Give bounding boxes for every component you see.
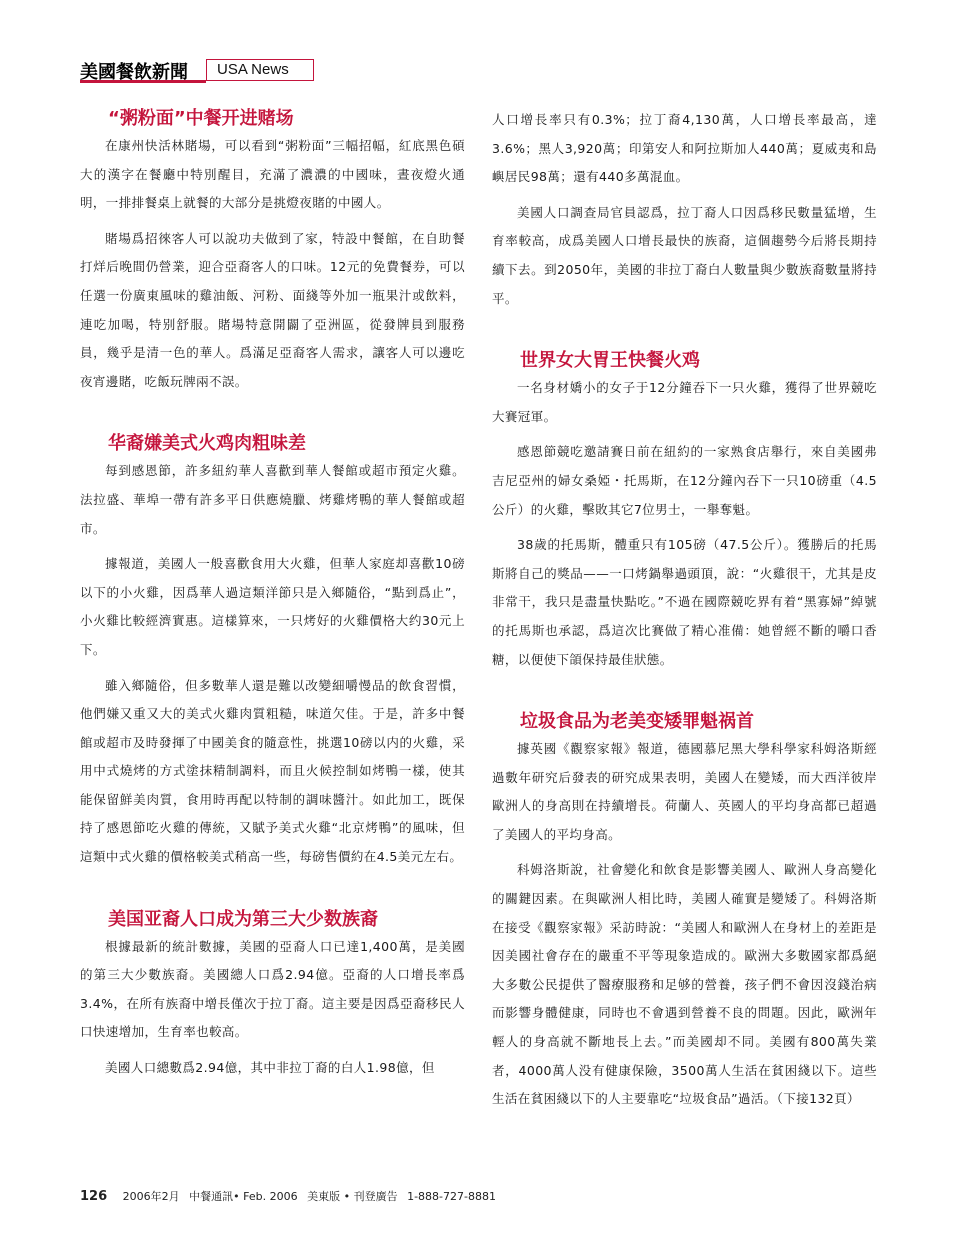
right-column — [492, 106, 877, 1114]
article-paragraph: 在康州快活林賭場，可以看到“粥粉面”三幅招幅，紅底黑色碩大的漢字在餐廳中特別醒目，充滿了濃濃的中國味，晝夜燈火通明，一排排餐桌上就餐的大部分是挑燈夜賭的中國人。 — [80, 138, 465, 211]
article-headline: 华裔嫌美式火鸡肉粗味差 — [108, 433, 306, 455]
article-paragraph: 美國人口總數爲2.94億，其中非拉丁裔的白人1.98億，但 — [105, 1060, 435, 1076]
article — [80, 907, 465, 1083]
footer-phone: 1-888-727-8881 — [407, 1190, 496, 1203]
article-paragraph: 每到感恩節，許多紐約華人喜歡到華人餐館或超市預定火雞。法拉盛、華埠一帶有許多平日供應燒臘、烤雞烤鴨的華人餐館或超市。 — [80, 463, 465, 536]
article-paragraph: 雖入鄉隨俗，但多數華人還是難以改變細嚼慢品的飲食習慣，他們嫌又重又大的美式火雞肉質粗糙，味道欠佳。于是，許多中餐館或超市及時發揮了中國美食的隨意性，挑選10磅以内的火雞，采用中式燒烤的方式塗抹精制調料，而且火候控制如烤鴨一樣，使其能保留鮮美肉質，食用時再配以特制的調味醬汁。如此加工，既保持了感恩節吃火雞的傳統，又賦予美式火雞“北京烤鴨”的風味，但這類中式火雞的價格較美式稍高一些，每磅售價約在4.5美元左右。 — [80, 677, 465, 865]
article-paragraph: 38歲的托馬斯，體重只有105磅（47.5公斤）。獲勝后的托馬斯將自己的獎品——一口烤鍋舉過頭頂，說：“火雞很干，尤其是皮非常干，我只是盡量快點吃。”不過在國際競吃界有着“黑寡婦”綽號的托馬斯也承認，爲這次比賽做了精心准備：她曾經不斷的嚼口香糖，以便使下頜保持最佳狀態。 — [492, 537, 877, 667]
article — [80, 431, 465, 871]
article-paragraph: 賭場爲招徠客人可以說功夫做到了家，特設中餐館，在自助餐打烊后晚間仍營業，迎合亞裔客人的口味。12元的免費餐券，可以任選一份廣東風味的雞油飯、河粉、面綫等外加一瓶果汁或飲料，連吃加喝，特别舒服。賭場特意開闢了亞洲區，從發牌員到服務員，幾乎是清一色的華人。爲滿足亞裔客人需求，讓客人可以邊吃夜宵邊賭，吃飯玩牌兩不誤。 — [80, 230, 465, 389]
article-paragraph: 感恩節競吃邀請賽日前在紐約的一家熟食店舉行，來自美國弗吉尼亞州的婦女桑婭・托馬斯，在12分鐘內吞下一只10磅重（4.5公斤）的火雞，擊敗其它7位男士，一舉奪魁。 — [492, 444, 877, 517]
article-continuation — [492, 106, 877, 313]
article-headline: 垃圾食品为老美变矮罪魁祸首 — [520, 711, 754, 733]
article — [80, 106, 465, 396]
article-headline: 美国亚裔人口成为第三大少数族裔 — [108, 908, 378, 930]
article-paragraph: 根據最新的統計數據，美國的亞裔人口已達1,400萬，是美國的第三大少數族裔。美國總人口爲2.94億。亞裔的人口增長率爲3.4%，在所有族裔中增長僅次于拉丁裔。這主要是因爲亞裔移民人口快速增加，生育率也較高。 — [80, 938, 465, 1040]
article-paragraph: 據英國《觀察家報》報道，德國慕尼黑大學科學家科姆洛斯經過數年研究后發表的研究成果表明，美國人在變矮，而大西洋彼岸歐洲人的身高則在持續增長。荷蘭人、英國人的平均身高都已超過了美國人的平均身高。 — [492, 741, 877, 842]
section-title: 美國餐飲新聞 — [80, 62, 188, 83]
section-tag: USA News — [206, 59, 314, 81]
article-headline: 世界女大胃王快餐火鸡 — [520, 350, 700, 372]
footer-magazine: 中餐通訊• Feb. 2006 — [189, 1190, 298, 1203]
article — [492, 348, 877, 674]
article-headline: “粥粉面”中餐开进赌场 — [108, 108, 294, 129]
section-masthead — [80, 59, 320, 85]
footer-edition: 美東版 • 刊登廣告 — [307, 1190, 398, 1203]
article-paragraph: 據報道，美國人一般喜歡食用大火雞，但華人家庭却喜歡10磅以下的小火雞，因爲華人過這類洋節只是入鄉隨俗，“點到爲止”，小火雞比較經濟實惠。這樣算來，一只烤好的火雞價格大约30元上下。 — [80, 556, 465, 657]
article-paragraph: 科姆洛斯說，社會變化和飲食是影響美國人、歐洲人身高變化的關鍵因素。在與歐洲人相比時，美國人確實是變矮了。科姆洛斯在接受《觀察家報》采訪時說：“美國人和歐洲人在身材上的差距是因美國社會存在的嚴重不平等現象造成的。歐洲大多數國家都爲絕大多數公民提供了醫療服務和足够的營養，孩子們不會因沒錢治病而影響身體健康，同時也不會遇到營養不良的問題。因此，歐洲年輕人的身高就不斷地長上去。”而美國却不同。美國有800萬失業者，4000萬人没有健康保險，3500萬人生活在貧困綫以下。這些生活在貧困綫以下的人主要靠吃“垃圾食品”過活。（下接132頁） — [492, 862, 877, 1107]
footer-date: 2006年2月 — [122, 1190, 180, 1203]
article-paragraph: 一名身材嬌小的女子于12分鐘吞下一只火雞，獲得了世界競吃大賽冠軍。 — [492, 380, 877, 424]
article — [492, 709, 877, 1114]
page-footer — [80, 1188, 502, 1208]
article-paragraph: 美國人口調查局官員認爲，拉丁裔人口因爲移民數量猛增，生育率較高，成爲美國人口增長最快的族裔，這個趨勢今后將長期持續下去。到2050年，美國的非拉丁裔白人數量與少數族裔數量將持平。 — [492, 204, 877, 306]
article-paragraph: 人口增長率只有0.3%；拉丁裔4,130萬，人口增長率最高，達3.6%；黑人3,920萬；印第安人和阿拉斯加人440萬；夏威夷和島嶼居民98萬；還有440多萬混血。 — [492, 112, 877, 185]
left-column — [80, 106, 465, 1083]
page-number: 126 — [80, 1189, 108, 1204]
